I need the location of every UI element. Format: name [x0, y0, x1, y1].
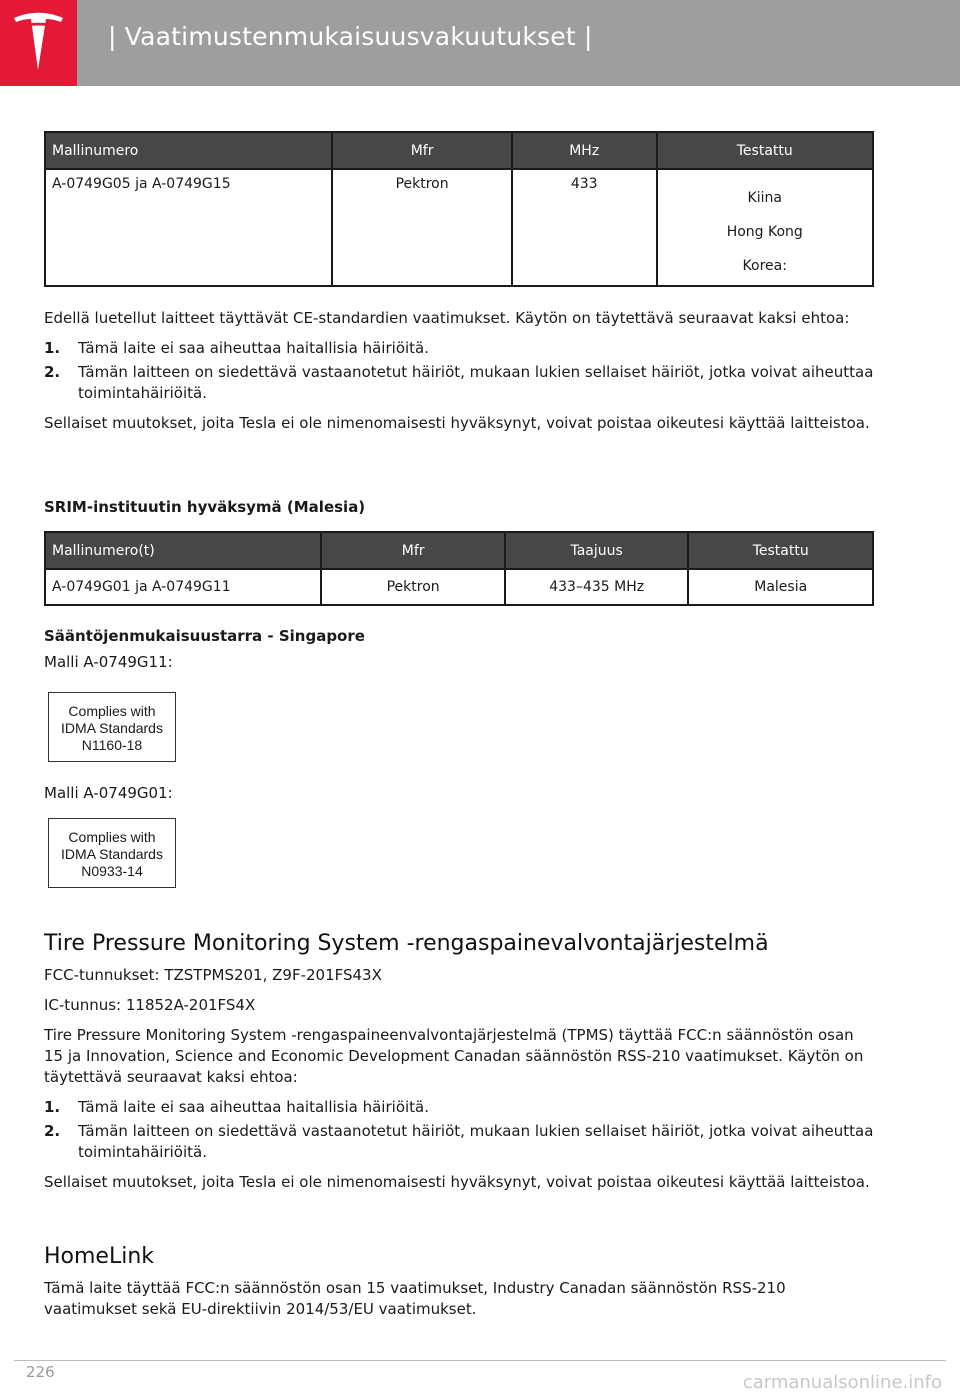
tpms-closing: Sellaiset muutokset, joita Tesla ei ole nimenomaisesti hyväksynyt, voivat poistaa oikeutesi käyttää laitteistoa.	[44, 1173, 870, 1191]
cell-tested	[657, 169, 873, 286]
ce-section	[44, 308, 874, 434]
tpms-ic: IC-tunnus: 11852A-201FS4X	[44, 996, 256, 1014]
col-header-mfr: Mfr	[332, 132, 512, 169]
srim-heading: SRIM-instituutin hyväksymä (Malesia)	[44, 498, 366, 516]
table-row	[45, 569, 873, 605]
list-item: 2. Tämän laitteen on siedettävä vastaanotetut häiriöt, mukaan lukien sellaiset häiriöt, jotka voivat aiheuttaa toimintahäiriöitä.	[44, 363, 874, 402]
homelink-body: Tämä laite täyttää FCC:n säännöstön osan 15 vaatimukset, Industry Canadan säännöstön RSS-210 vaatimukset sekä EU-direktiivin 2014/53/EU vaatimukset.	[44, 1279, 786, 1318]
list-item: 2. Tämän laitteen on siedettävä vastaanotetut häiriöt, mukaan lukien sellaiset häiriöt, jotka voivat aiheuttaa toimintahäiriöitä.	[44, 1122, 874, 1161]
header-title: | Vaatimustenmukaisuusvakuutukset |	[108, 22, 593, 51]
list-item: 1. Tämä laite ei saa aiheuttaa haitallisia häiriöitä.	[44, 339, 429, 357]
tpms-body: Tire Pressure Monitoring System -rengaspaineenvalvontajärjestelmä (TPMS) täyttää FCC:n säännöstön osan 15 ja Innovation, Science and Economic Development Canadan säännöstön RSS-210 vaatimukset. Käytön on täytettävä seuraavat kaksi ehtoa:	[44, 1026, 864, 1086]
modification-notice: Sellaiset muutokset, joita Tesla ei ole nimenomaisesti hyväksynyt, voivat poistaa oikeutesi käyttää laitteistoa.	[44, 414, 870, 432]
homelink-section	[44, 1244, 874, 1320]
col-header-frequency: Taajuus	[505, 532, 689, 569]
model-g11-label: Malli A-0749G11:	[44, 653, 173, 671]
page-header	[0, 0, 960, 86]
cell-model: A-0749G01 ja A-0749G11	[45, 569, 321, 605]
col-header-mfr: Mfr	[321, 532, 505, 569]
ce-table	[44, 131, 874, 287]
tested-country: Korea:	[742, 258, 787, 274]
footer-divider	[14, 1360, 946, 1361]
logo-box	[0, 0, 77, 86]
cell-mfr: Pektron	[321, 569, 505, 605]
tpms-section	[44, 931, 874, 1193]
cell-mfr: Pektron	[332, 169, 512, 286]
srim-table	[44, 531, 874, 606]
list-item: 1. Tämä laite ei saa aiheuttaa haitallisia häiriöitä.	[44, 1098, 429, 1116]
tpms-title: Tire Pressure Monitoring System -rengaspainevalvontajärjestelmä	[44, 931, 769, 956]
tesla-logo-icon	[12, 12, 65, 72]
cell-frequency: 433–435 MHz	[505, 569, 689, 605]
col-header-mhz: MHz	[512, 132, 657, 169]
col-header-tested: Testattu	[657, 132, 873, 169]
col-header-model: Mallinumero(t)	[45, 532, 321, 569]
ce-conditions-list	[44, 338, 874, 404]
ce-paragraph: Edellä luetellut laitteet täyttävät CE-standardien vaatimukset. Käytön on täytettävä seuraavat kaksi ehtoa:	[44, 309, 850, 327]
table1-wrap	[44, 131, 874, 287]
tpms-conditions-list	[44, 1097, 874, 1163]
singapore-heading: Sääntöjenmukaisuustarra - Singapore	[44, 627, 365, 645]
table2-wrap	[44, 531, 874, 606]
model-g01-label: Malli A-0749G01:	[44, 784, 173, 802]
idma-label-g11: Complies with IDMA Standards N1160-18	[48, 692, 176, 762]
tested-country: Hong Kong	[726, 224, 803, 240]
col-header-model: Mallinumero	[45, 132, 332, 169]
model-g01-wrap	[44, 783, 874, 804]
cell-mhz: 433	[512, 169, 657, 286]
tested-country: Kiina	[747, 190, 782, 206]
col-header-tested: Testattu	[688, 532, 873, 569]
page-number: 226	[26, 1363, 55, 1381]
table-row	[45, 169, 873, 286]
cell-model: A-0749G05 ja A-0749G15	[45, 169, 332, 286]
cell-tested: Malesia	[688, 569, 873, 605]
watermark: carmanualsonline.info	[742, 1372, 942, 1393]
idma-label-g01: Complies with IDMA Standards N0933-14	[48, 818, 176, 888]
homelink-title: HomeLink	[44, 1244, 155, 1269]
singapore-section	[44, 627, 874, 673]
tpms-fcc: FCC-tunnukset: TZSTPMS201, Z9F-201FS43X	[44, 966, 382, 984]
